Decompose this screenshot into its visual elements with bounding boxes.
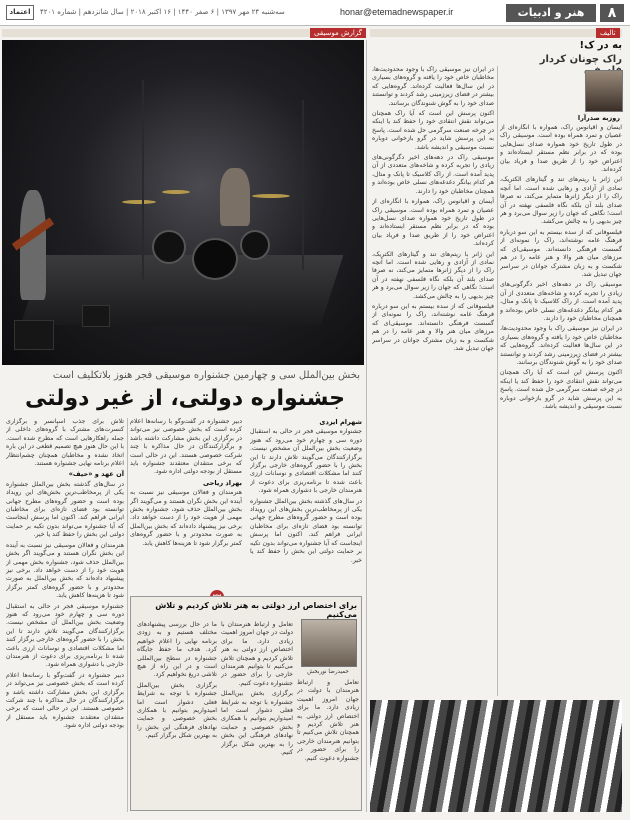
interview-paragraph: برگزاری بخش بین‌الملل جشنواره با توجه به شرایط فعلی دشوار است اما امیدواریم بتوانیم با همکاری بخش خصوصی و حمایت نهادهای فرهنگی این بخش را به بهترین شکل برگزار کنیم.	[221, 690, 293, 757]
column-paragraph: آیسان و اقیانوس راک، همواره با انگاره‌ای از عصیان و تمرد همراه بوده است. موسیقی راک در طول تاریخ خود همواره صدای نسل‌هایی بوده که در برابر نظم مستقر ایستاده‌اند و اعتراض خود را از طریق صدا و فریاد بیان کرده‌اند.	[500, 124, 622, 174]
column-title: راک چونان کردار	[539, 54, 622, 65]
article-column-2	[130, 418, 242, 590]
article-paragraph: جشنواره موسیقی فجر در حالی به استقبال دوره سی و چهارم خود می‌رود که هنوز وضعیت بخش بین‌الملل آن مشخص نیست. برگزارکنندگان می‌گویند تلاش دارند تا این بخش را با حضور گروه‌های خارجی برگزار کنند اما مشکلات اقتصادی و نوسانات ارزی باعث شده تا برنامه‌ریزی برای دعوت از هنرمندان خارجی با دشواری همراه شود.	[250, 428, 362, 495]
drum-kit	[122, 190, 282, 280]
article-paragraph: جشنواره موسیقی فجر در حالی به استقبال دوره سی و چهارم خود می‌رود که هنوز وضعیت بخش بین‌الملل آن مشخص نیست. برگزارکنندگان می‌گویند تلاش دارند تا این بخش را با حضور گروه‌های خارجی برگزار کنند اما مشکلات اقتصادی و نوسانات ارزی باعث شده تا برنامه‌ریزی برای دعوت از هنرمندان خارجی با دشواری همراه شود.	[6, 602, 124, 669]
concert-photo	[2, 40, 364, 365]
cymbal-icon	[252, 194, 290, 198]
page-header	[0, 0, 630, 26]
column-paragraph: موسیقی راک در دهه‌های اخیر دگرگونی‌های زیادی را تجربه کرده و شاخه‌های متعددی از آن پدید آمده است. از راک کلاسیک تا پانک و متال، هر کدام بیانگر دغدغه‌های نسلی خاص بوده‌اند و همچنان مخاطبان خود را دارند.	[372, 154, 494, 195]
cymbal-icon	[122, 200, 156, 204]
column-paragraph: آیسان و اقیانوس راک، همواره با انگاره‌ای از عصیان و تمرد همراه بوده است. موسیقی راک در طول تاریخ خود همواره صدای نسل‌هایی بوده که در برابر نظم مستقر ایستاده‌اند و اعتراض خود را از طریق صدا و فریاد بیان کرده‌اند.	[372, 198, 494, 248]
amp-left	[14, 320, 54, 350]
section-email: honar@etemadnewspaper.ir	[340, 7, 454, 17]
column-paragraph: در ایران نیز موسیقی راک با وجود محدودیت‌ها، مخاطبان خاص خود را یافته و گروه‌های بسیاری در این سال‌ها فعالیت کرده‌اند. گروه‌هایی که بیشتر در فضای زیرزمینی رشد کردند و توانستند صدای خود را به گوش شنوندگان برسانند.	[372, 66, 494, 107]
interview-column-1	[221, 621, 293, 807]
article-paragraph: تلاش برای جذب اسپانسر و برگزاری کنسرت‌های مشترک با گروه‌های داخلی از جمله راهکارهایی است که مطرح شده است. با این حال هنوز هیچ تصمیم قطعی در این باره اتخاذ نشده و مخاطبان همچنان چشم‌انتظار اعلام برنامه نهایی جشنواره هستند.	[6, 418, 124, 468]
column-paragraph: فیلسوفانی که از سده بیستم به این سو درباره فرهنگ عامه نوشته‌اند، راک را نمونه‌ای از گسست فرهنگی دانسته‌اند. موسیقی‌ای که مرزهای میان هنر والا و هنر عامه را در هم شکست و به زبان مشترک جوانان در سراسر جهان تبدیل شد.	[372, 302, 494, 352]
interview-paragraph: تعامل و ارتباط هنرمندان با دولت در جهان امروز اهمیت زیادی دارد. ما برای اختصاص ارز دولتی به هنر تلاش کردیم و همچنان تلاش می‌کنیم تا بتوانیم هنرمندان خارجی را برای حضور در جشنواره دعوت کنیم.	[297, 679, 359, 762]
right-tag: تالیف	[596, 28, 620, 38]
interview-box	[130, 596, 362, 811]
page-number: ۸	[600, 4, 624, 22]
article-paragraph: دبیر جشنواره در گفت‌وگو با رسانه‌ها اعلام کرده است که بخش خصوصی نیز می‌تواند در برگزاری این بخش مشارکت داشته باشد و برگزارکنندگان در حال مذاکره با چند شرکت خصوصی هستند. این در حالی است که برخی منتقدان معتقدند جشنواره باید مستقل از بودجه دولتی اداره شود.	[130, 418, 242, 476]
article-column-3	[6, 418, 124, 812]
mic-stand	[142, 80, 144, 280]
column-paragraph: در ایران نیز موسیقی راک با وجود محدودیت‌ها، مخاطبان خاص خود را یافته و گروه‌های بسیاری در این سال‌ها فعالیت کرده‌اند. گروه‌هایی که بیشتر در فضای زیرزمینی رشد کردند و توانستند صدای خود را به گوش شنوندگان برسانند.	[500, 325, 622, 366]
bass-drum	[192, 238, 238, 280]
article-paragraph: هنرمندان و فعالان موسیقی نیز نسبت به آینده این بخش نگران هستند و می‌گویند اگر بخش بین‌الملل حذف شود، جشنواره بخش مهمی از هویت خود را از دست خواهد داد. برخی نیز پیشنهاد داده‌اند که بخش بین‌الملل به صورت محدودتر و با حضور گروه‌های کمتر برگزار شود تا هزینه‌ها کاهش یابد.	[130, 489, 242, 547]
interviewee-name: حمیدرضا نوربخش	[307, 669, 349, 675]
interview-title: برای اختصاص ارز دولتی به هنر تلاش کردیم و تلاش می‌کنیم	[155, 601, 357, 619]
column-divider	[366, 40, 367, 812]
dateline: سه‌شنبه ۲۴ مهر ۱۳۹۷ | ۶ صفر ۱۴۴۰ | ۱۶ اکتبر ۲۰۱۸ | سال شانزدهم | شماره ۴۲۰۱	[40, 8, 285, 16]
monitor	[82, 305, 110, 327]
newspaper-logo: اعتماد	[6, 5, 34, 20]
column-divider	[497, 66, 498, 696]
article-paragraph: دبیر جشنواره در گفت‌وگو با رسانه‌ها اعلام کرده است که بخش خصوصی نیز می‌تواند در برگزاری این بخش مشارکت داشته باشد و برگزارکنندگان در حال مذاکره با چند شرکت خصوصی هستند. این در حالی است که برخی منتقدان معتقدند جشنواره باید مستقل از بودجه دولتی اداره شود.	[6, 671, 124, 730]
section-title: هنر و ادبیات	[506, 4, 596, 22]
article-sub-byline: بهراد ریاحی	[202, 478, 242, 487]
column-author: روزبه صدرآرا	[577, 114, 620, 122]
interview-column-2	[137, 621, 217, 807]
right-tag-strip	[370, 29, 622, 37]
crowd-photo	[370, 700, 622, 812]
article-paragraph: در سال‌های گذشته بخش بین‌الملل جشنواره یکی از پرمخاطب‌ترین بخش‌های این رویداد بوده است و حضور گروه‌های مطرح جهانی توانسته بود فضای تازه‌ای برای مخاطبان ایرانی فراهم کند. اکنون اما پرسش اینجاست که آیا جشنواره می‌تواند بدون تکیه بر حمایت دولتی این بخش را حفظ کند یا خیر.	[250, 497, 362, 564]
column-paragraph: این ژانر با ریتم‌های تند و گیتارهای الکتریک، نمادی از آزادی و رهایی شده است. اما آنچه راک را از دیگر ژانرها متمایز می‌کند، نه صرفا صدای بلند آن بلکه نگاه فلسفی نهفته در آن است؛ نگاهی که جهان را زیر سوال می‌برد و هر چیز بدیهی را به چالش می‌کشد.	[372, 250, 494, 300]
column-text-2	[372, 66, 494, 696]
article-subhead: آن عهد و «حیف»	[68, 470, 124, 479]
column-paragraph: اکنون پرسش این است که آیا راک همچنان می‌تواند نقش انتقادی خود را حفظ کند یا اینکه در چرخه صنعت سرگرمی حل شده است. پاسخ به این پرسش شاید در گرو بازخوانی دوباره نسبت موسیقی و اندیشه باشد.	[372, 110, 494, 151]
article-paragraph: هنرمندان و فعالان موسیقی نیز نسبت به آینده این بخش نگران هستند و می‌گویند اگر بخش بین‌الملل حذف شود، جشنواره بخش مهمی از هویت خود را از دست خواهد داد. برخی نیز پیشنهاد داده‌اند که بخش بین‌الملل به صورت محدودتر و با حضور گروه‌های کمتر برگزار شود تا هزینه‌ها کاهش یابد.	[6, 541, 124, 600]
column-divider	[127, 418, 128, 812]
left-tag: گزارش موسیقی	[310, 28, 366, 38]
tom-drum	[152, 230, 186, 264]
cymbal-icon	[162, 190, 190, 194]
author-photo	[585, 70, 623, 112]
interview-paragraph: برگزاری بخش بین‌الملل جشنواره با توجه به شرایط فعلی دشوار است اما امیدواریم بتوانیم با همکاری بخش خصوصی و حمایت نهادهای فرهنگی این بخش را به بهترین شکل برگزار کنیم.	[137, 681, 217, 740]
interviewee-photo	[301, 619, 357, 667]
column-kicker: به در ک!	[579, 40, 622, 51]
article-headline: جشنواره دولتی، از غیر دولتی	[24, 386, 346, 411]
column-paragraph: اکنون پرسش این است که آیا راک همچنان می‌تواند نقش انتقادی خود را حفظ کند یا اینکه در چرخه صنعت سرگرمی حل شده است. پاسخ به این پرسش شاید در گرو بازخوانی دوباره نسبت موسیقی و اندیشه باشد.	[500, 369, 622, 410]
column-paragraph: این ژانر با ریتم‌های تند و گیتارهای الکتریک، نمادی از آزادی و رهایی شده است. اما آنچه راک را از دیگر ژانرها متمایز می‌کند، نه صرفا صدای بلند آن بلکه نگاه فلسفی نهفته در آن است؛ نگاهی که جهان را زیر سوال می‌برد و هر چیز بدیهی را به چالش می‌کشد.	[500, 176, 622, 226]
article-paragraph: در سال‌های گذشته بخش بین‌الملل جشنواره یکی از پرمخاطب‌ترین بخش‌های این رویداد بوده است و حضور گروه‌های مطرح جهانی توانسته بود فضای تازه‌ای برای مخاطبان ایرانی فراهم کند. اکنون اما پرسش اینجاست که آیا جشنواره می‌تواند بدون تکیه بر حمایت دولتی این بخش را حفظ کند یا خیر.	[6, 480, 124, 539]
column-paragraph: فیلسوفانی که از سده بیستم به این سو درباره فرهنگ عامه نوشته‌اند، راک را نمونه‌ای از گسست فرهنگی دانسته‌اند. موسیقی‌ای که مرزهای میان هنر والا و هنر عامه را در هم شکست و به زبان مشترک جوانان در سراسر جهان تبدیل شد.	[500, 228, 622, 278]
floor-tom	[240, 230, 270, 260]
interview-paragraph: تعامل و ارتباط هنرمندان با دولت در جهان امروز اهمیت زیادی دارد. ما برای اختصاص ارز دولتی به هنر تلاش کردیم و همچنان تلاش می‌کنیم تا بتوانیم هنرمندان خارجی را برای حضور در جشنواره دعوت کنیم.	[221, 621, 293, 687]
mic-stand	[302, 100, 304, 270]
column-paragraph: موسیقی راک در دهه‌های اخیر دگرگونی‌های زیادی را تجربه کرده و شاخه‌های متعددی از آن پدید آمده است. از راک کلاسیک تا پانک و متال، هر کدام بیانگر دغدغه‌های نسلی خاص بوده‌اند و همچنان مخاطبان خود را دارند.	[500, 281, 622, 322]
article-byline: شهرام ایزدی	[319, 418, 362, 426]
interview-column-3	[297, 679, 359, 807]
interview-paragraph: ما در حال بررسی پیشنهادهای مختلف هستیم و به زودی برنامه نهایی را اعلام خواهیم کرد. هدف ما حفظ جایگاه جشنواره در سطح بین‌المللی است و در این راه از هیچ تلاشی دریغ نخواهیم کرد.	[137, 621, 217, 679]
article-column-1	[250, 418, 362, 590]
column-text-1	[500, 124, 622, 696]
article-kicker: بخش بین‌الملل سی و چهارمین جشنواره موسیقی فجر هنوز بلاتکلیف است	[52, 370, 360, 381]
